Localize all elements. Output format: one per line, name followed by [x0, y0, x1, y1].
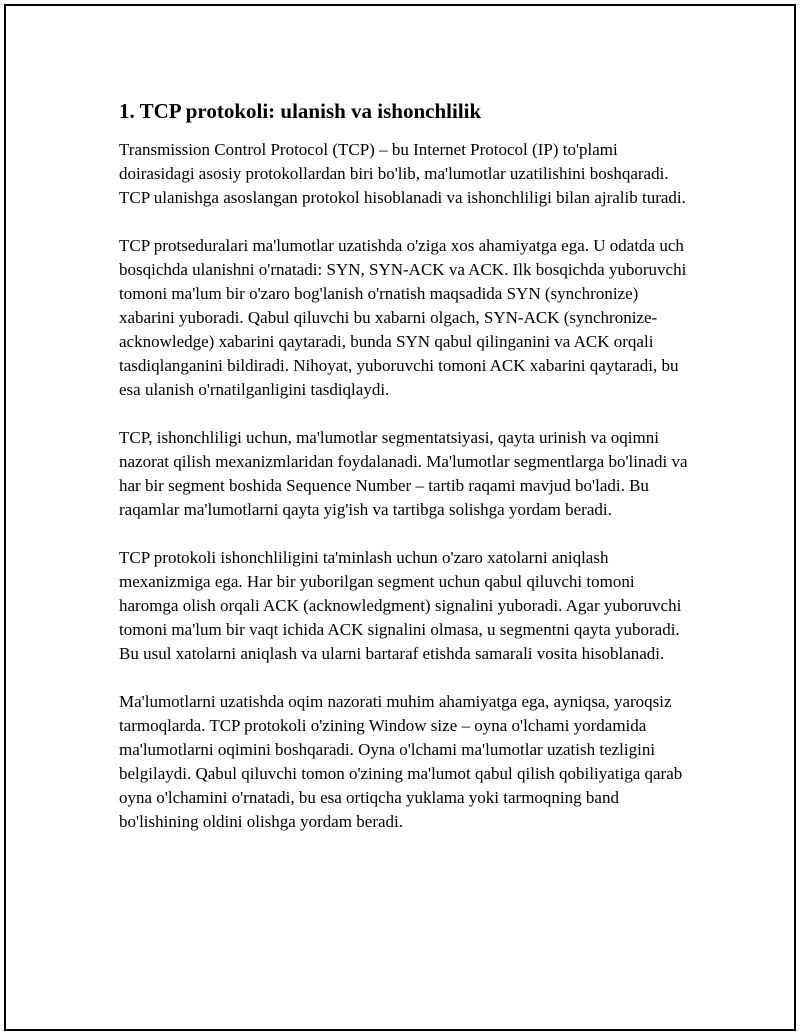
section-title: 1. TCP protokoli: ulanish va ishonchlilik [119, 99, 482, 123]
document-page [4, 4, 796, 1031]
document-body [119, 98, 691, 858]
paragraph-segmentation: TCP, ishonchliligi uchun, ma'lumotlar segmentatsiyasi, qayta urinish va oqimni nazorat qilish mexanizmlaridan foydalanadi. Ma'lumotlar segmentlarga bo'linadi va har bir segment boshida Sequence Number – tartib raqami mavjud bo'ladi. Bu raqamlar ma'lumotlarni qayta yig'ish va tartibga solishga yordam beradi. [119, 428, 688, 519]
paragraph-error-detection: TCP protokoli ishonchliligini ta'minlash uchun o'zaro xatolarni aniqlash mexanizmiga ega. Har bir yuborilgan segment uchun qabul qiluvchi tomoni haromga olish orqali ACK (acknowledgment) signalini yuboradi. Agar yuboruvchi tomoni ma'lum bir vaqt ichida ACK signalini olmasa, u segmentni qayta yuboradi. Bu usul xatolarni aniqlash va ularni bartaraf etishda samarali vosita hisoblanadi. [119, 548, 682, 663]
paragraph-flow-control: Ma'lumotlarni uzatishda oqim nazorati muhim ahamiyatga ega, ayniqsa, yaroqsiz tarmoqlarda. TCP protokoli o'zining Window size – oyna o'lchami yordamida ma'lumotlarni oqimini boshqaradi. Oyna o'lchami ma'lumotlar uzatish tezligini belgilaydi. Qabul qiluvchi tomon o'zining ma'lumot qabul qilish qobiliyatiga qarab oyna o'lchamini o'rnatadi, bu esa ortiqcha yuklama yoki tarmoqning band bo'lishining oldini olishga yordam beradi. [119, 692, 683, 831]
paragraph-handshake: TCP protseduralari ma'lumotlar uzatishda o'ziga xos ahamiyatga ega. U odatda uch bosqichda ulanishni o'rnatadi: SYN, SYN-ACK va ACK. Ilk bosqichda yuboruvchi tomoni ma'lum bir o'zaro bog'lanish o'rnatish maqsadida SYN (synchronize) xabarini yuboradi. Qabul qiluvchi bu xabarni olgach, SYN-ACK (synchronize-acknowledge) xabarini qaytaradi, bunda SYN qabul qilinganini va ACK orqali tasdiqlanganini bildiradi. Nihoyat, yuboruvchi tomoni ACK xabarini qaytaradi, bu esa ulanish o'rnatilganligini tasdiqlaydi. [119, 236, 687, 399]
paragraph-intro: Transmission Control Protocol (TCP) – bu Internet Protocol (IP) to'plami doirasidagi asosiy protokollardan biri bo'lib, ma'lumotlar uzatilishini boshqaradi. TCP ulanishga asoslangan protokol hisoblanadi va ishonchliligi bilan ajralib turadi. [119, 140, 686, 207]
